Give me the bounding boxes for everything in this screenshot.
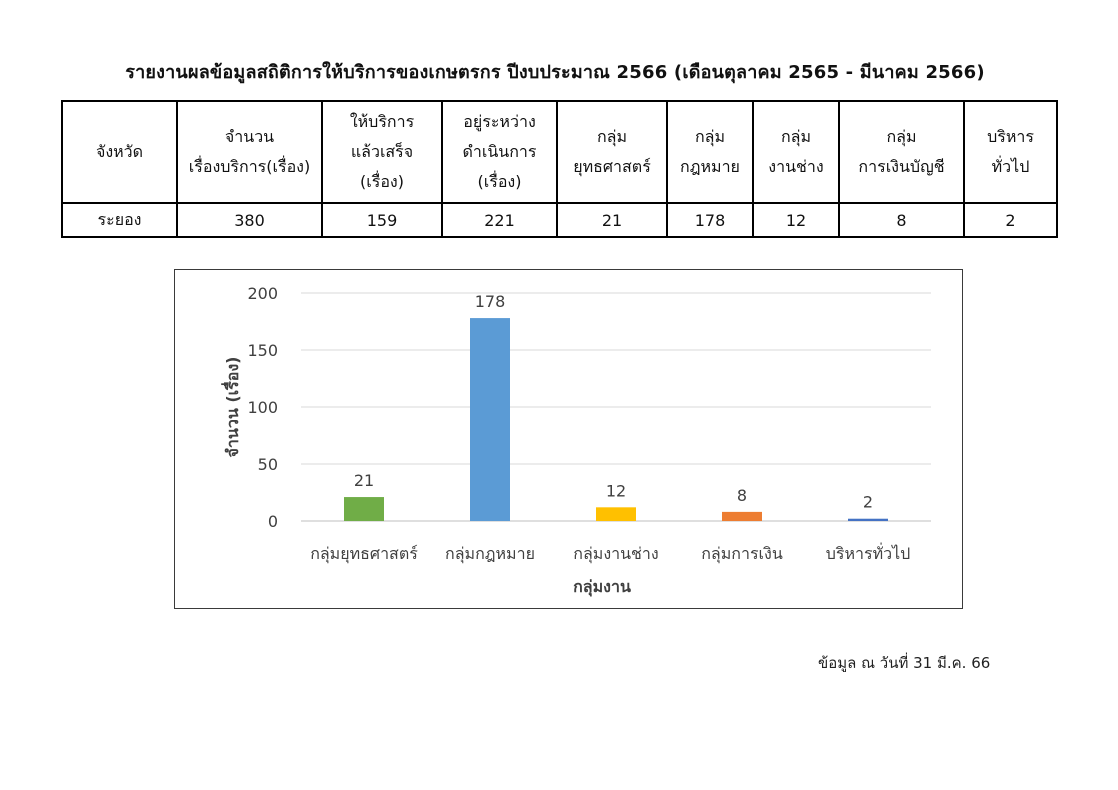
column-header [177, 101, 322, 203]
column-header [667, 101, 753, 203]
data-label: 8 [736, 485, 748, 505]
column-header-line: อยู่ระหว่าง [463, 112, 536, 131]
column-header-line: งานช่าง [768, 157, 824, 176]
column-header [62, 101, 177, 203]
table-header-row [62, 101, 1057, 203]
x-tick-label: กลุ่มยุทธศาสตร์ [310, 544, 418, 563]
value-cell: 159 [322, 203, 442, 237]
x-tick-label: กลุ่มการเงิน [701, 544, 783, 563]
column-header-line: กลุ่ม [886, 127, 917, 146]
column-header-line: กลุ่ม [596, 127, 628, 146]
value-cell: 12 [753, 203, 839, 237]
bar-chart [174, 269, 963, 609]
value-cell: 178 [667, 203, 753, 237]
x-tick-label: กลุ่มงานช่าง [573, 544, 659, 563]
column-header [839, 101, 964, 203]
x-tick-label: กลุ่มกฎหมาย [445, 544, 535, 563]
column-header-line: จังหวัด [95, 142, 144, 161]
y-tick-label: 0 [267, 512, 278, 531]
x-tick-label: บริหารทั่วไป [825, 544, 911, 563]
province-cell: ระยอง [62, 203, 177, 237]
y-tick-label: 150 [247, 341, 278, 360]
report-table [61, 100, 1058, 238]
column-header-line: ทั่วไป [991, 157, 1030, 176]
value-cell: 221 [442, 203, 557, 237]
column-header-line: (เรื่อง) [360, 172, 404, 191]
column-header-line: กฎหมาย [680, 157, 740, 176]
value-cell: 2 [964, 203, 1057, 237]
x-axis-title: กลุ่มงาน [573, 577, 631, 596]
bar [344, 497, 384, 521]
column-header [753, 101, 839, 203]
column-header-line: กลุ่ม [694, 127, 726, 146]
y-tick-label: 100 [247, 398, 278, 417]
value-cell: 380 [177, 203, 322, 237]
column-header-line: (เรื่อง) [477, 172, 522, 191]
column-header-line: กลุ่ม [780, 127, 812, 146]
column-header-line: เรื่องบริการ(เรื่อง) [188, 157, 311, 176]
y-tick-label: 200 [247, 284, 278, 303]
y-axis-title: จำนวน (เรื่อง) [223, 356, 242, 458]
data-label: 178 [474, 292, 506, 312]
column-header-line: ดำเนินการ [462, 142, 537, 161]
column-header-line: การเงินบัญชี [858, 157, 945, 176]
column-header-line: ยุทธศาสตร์ [573, 157, 651, 176]
data-label: 21 [353, 471, 375, 491]
y-tick-label: 50 [257, 455, 278, 474]
column-header-line: บริหาร [987, 127, 1034, 146]
column-header-line: แล้วเสร็จ [350, 142, 414, 161]
report-title: รายงานผลข้อมูลสถิติการให้บริการของเกษตรกร ปีงบประมาณ 2566 (เดือนตุลาคม 2565 - มีนาคม 2566) [125, 62, 985, 83]
bar [848, 519, 888, 521]
table-row [62, 203, 1057, 237]
data-label: 12 [605, 481, 627, 501]
bar [470, 318, 510, 521]
bar [722, 512, 762, 521]
column-header-line: ให้บริการ [349, 112, 415, 131]
chart-canvas [175, 270, 962, 608]
column-header [557, 101, 667, 203]
bar [596, 507, 636, 521]
column-header [964, 101, 1057, 203]
data-label: 2 [862, 492, 874, 512]
column-header-line: จำนวน [224, 127, 275, 146]
data-date-footnote: ข้อมูล ณ วันที่ 31 มี.ค. 66 [818, 654, 991, 672]
column-header [322, 101, 442, 203]
value-cell: 8 [839, 203, 964, 237]
column-header [442, 101, 557, 203]
value-cell: 21 [557, 203, 667, 237]
